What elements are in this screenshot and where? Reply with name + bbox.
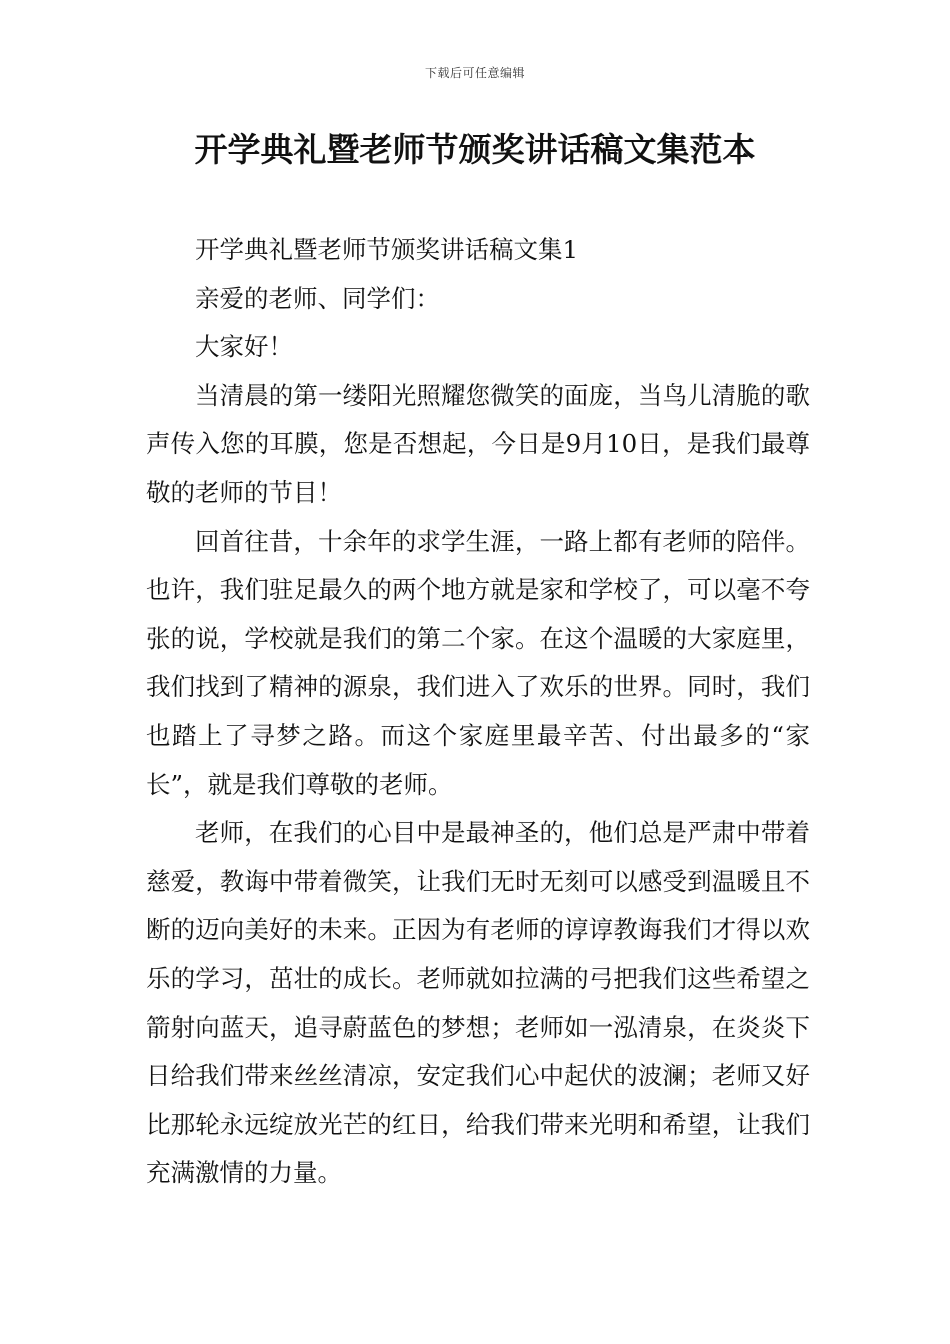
salutation: 亲爱的老师、同学们： — [195, 283, 440, 313]
body-paragraph: 老师，在我们的心目中是最神圣的，他们总是严肃中带着慈爱，教诲中带着微笑，让我们无时无刻可以感受到温暖且不断的迈向美好的未来。正因为有老师的谆谆教诲我们才得以欢乐的学习，茁壮的成长。老师就如拉满的弓把我们这些希望之箭射向蓝天，追寻蔚蓝色的梦想；老师如一泓清泉，在炎炎下日给我们带来丝丝清凉，安定我们心中起伏的波澜；老师又好比那轮永远绽放光芒的红日，给我们带来光明和希望，让我们充满激情的力量。 — [146, 818, 810, 1188]
header-note: 下载后可任意编辑 — [424, 66, 525, 80]
greeting: 大家好！ — [195, 332, 293, 362]
body-paragraph: 回首往昔，十余年的求学生涯，一路上都有老师的陪伴。也许，我们驻足最久的两个地方就是家和学校了，可以毫不夸张的说，学校就是我们的第二个家。在这个温暖的大家庭里，我们找到了精神的源泉，我们进入了欢乐的世界。同时，我们也踏上了寻梦之路。而这个家庭里最辛苦、付出最多的“家长”，就是我们尊敬的老师。 — [146, 526, 810, 799]
document-title: 开学典礼暨老师节颁奖讲话稿文集范本 — [194, 130, 756, 169]
section-heading: 开学典礼暨老师节颁奖讲话稿文集1 — [195, 235, 579, 264]
document-body — [146, 226, 810, 1198]
body-paragraph: 当清晨的第一缕阳光照耀您微笑的面庞，当鸟儿清脆的歌声传入您的耳膜，您是否想起，今日是9月10日，是我们最尊敬的老师的节目！ — [146, 380, 810, 507]
